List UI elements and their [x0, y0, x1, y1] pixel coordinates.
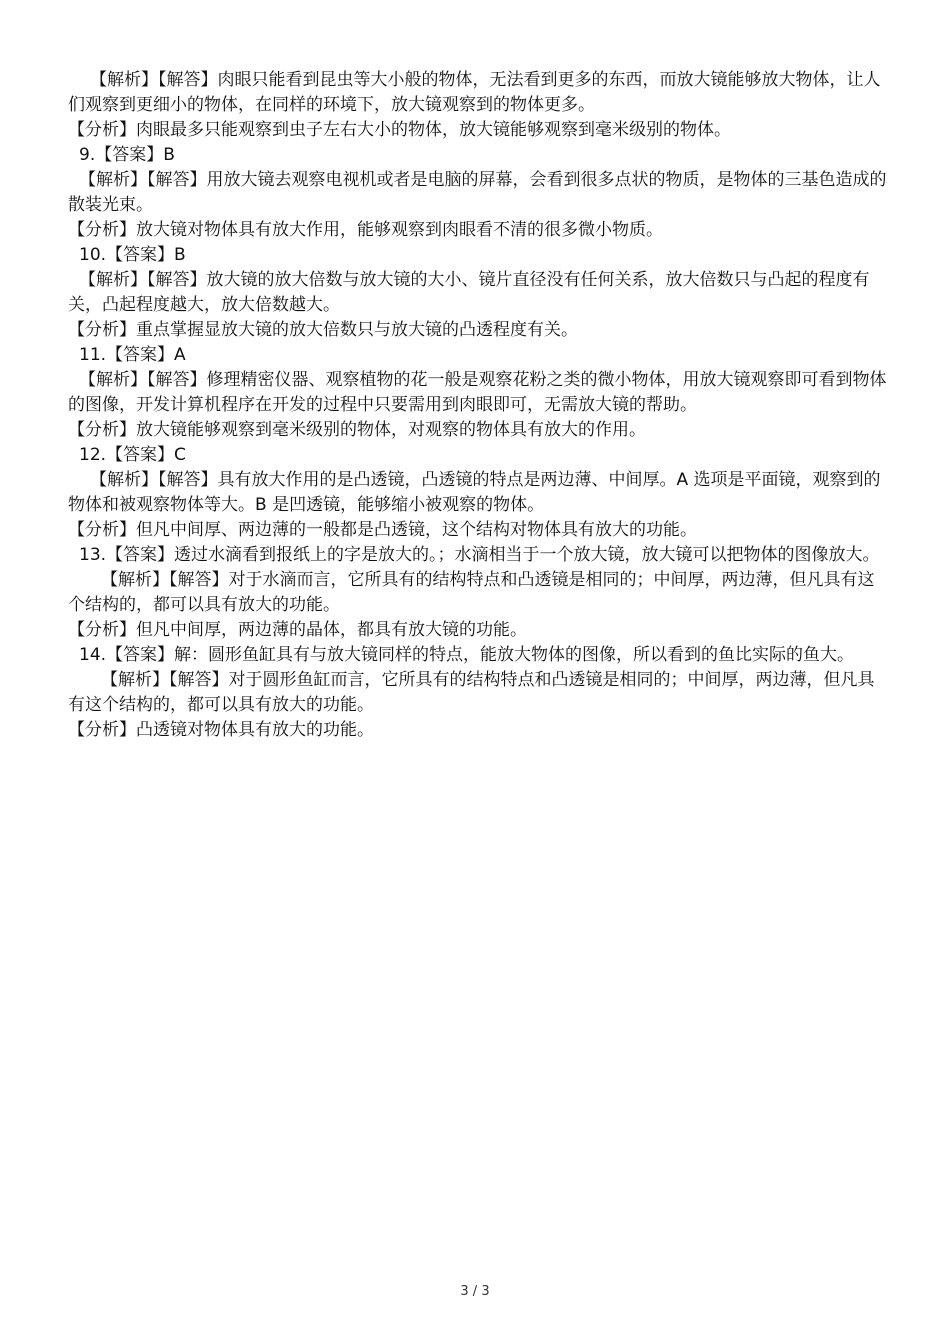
paragraph-note-12: 【分析】但凡中间厚、两边薄的一般都是凸透镜，这个结构对物体具有放大的功能。	[68, 520, 697, 540]
paragraph-analysis-12: 【解析】【解答】具有放大作用的是凸透镜，凸透镜的特点是两边薄、中间厚。A 选项是平面镜，观察到的物体和被观察物体等大。B 是凹透镜，能够缩小被观察的物体。	[68, 470, 881, 515]
document-body	[68, 68, 888, 743]
paragraph-answer-11: 11.【答案】A	[79, 345, 186, 365]
paragraph-analysis-14: 【解析】【解答】对于圆形鱼缸而言，它所具有的结构特点和凸透镜是相同的；中间厚，两边薄，但凡具有这个结构的，都可以具有放大的功能。	[68, 670, 875, 715]
paragraph-analysis-13: 【解析】【解答】对于水滴而言，它所具有的结构特点和凸透镜是相同的；中间厚，两边薄，但凡具有这个结构的，都可以具有放大的功能。	[68, 570, 875, 615]
paragraph-answer-13: 13.【答案】透过水滴看到报纸上的字是放大的。；水滴相当于一个放大镜，放大镜可以把物体的图像放大。	[79, 545, 880, 565]
page-number: 3 / 3	[460, 1284, 490, 1299]
paragraph-note-8: 【分析】肉眼最多只能观察到虫子左右大小的物体，放大镜能够观察到毫米级别的物体。	[68, 120, 731, 140]
paragraph-analysis-8: 【解析】【解答】肉眼只能看到昆虫等大小般的物体，无法看到更多的东西，而放大镜能够放大物体，让人们观察到更细小的物体，在同样的环境下，放大镜观察到的物体更多。	[68, 70, 881, 115]
paragraph-note-14: 【分析】凸透镜对物体具有放大的功能。	[68, 720, 374, 740]
paragraph-analysis-10: 【解析】【解答】放大镜的放大倍数与放大镜的大小、镜片直径没有任何关系，放大倍数只与凸起的程度有关，凸起程度越大，放大倍数越大。	[68, 270, 870, 315]
paragraph-answer-12: 12.【答案】C	[79, 445, 186, 465]
paragraph-analysis-11: 【解析】【解答】修理精密仪器、观察植物的花一般是观察花粉之类的微小物体，用放大镜观察即可看到物体的图像，开发计算机程序在开发的过程中只要需用到肉眼即可，无需放大镜的帮助。	[68, 370, 887, 415]
paragraph-note-9: 【分析】放大镜对物体具有放大作用，能够观察到肉眼看不清的很多微小物质。	[68, 220, 663, 240]
paragraph-answer-9: 9.【答案】B	[79, 145, 175, 165]
paragraph-note-13: 【分析】但凡中间厚，两边薄的晶体，都具有放大镜的功能。	[68, 620, 527, 640]
paragraph-answer-14: 14.【答案】解：圆形鱼缸具有与放大镜同样的特点，能放大物体的图像，所以看到的鱼比实际的鱼大。	[79, 645, 855, 665]
paragraph-note-11: 【分析】放大镜能够观察到毫米级别的物体，对观察的物体具有放大的作用。	[68, 420, 646, 440]
paragraph-note-10: 【分析】重点掌握显放大镜的放大倍数只与放大镜的凸透程度有关。	[68, 320, 578, 340]
paragraph-answer-10: 10.【答案】B	[79, 245, 186, 265]
paragraph-analysis-9: 【解析】【解答】用放大镜去观察电视机或者是电脑的屏幕，会看到很多点状的物质，是物体的三基色造成的散装光束。	[68, 170, 887, 215]
